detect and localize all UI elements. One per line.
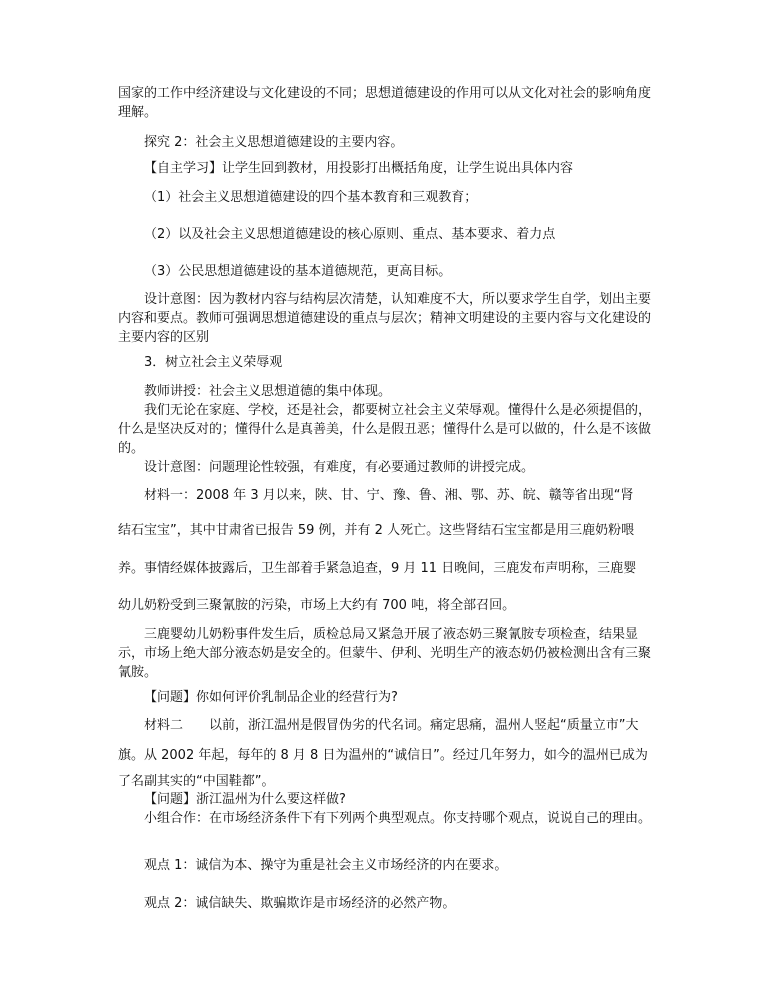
- paragraph-group-work: 小组合作：在市场经济条件下有下列两个典型观点。你支持哪个观点，说说自己的理由。: [144, 811, 652, 826]
- material-2-line-3: 了名副其实的“中国鞋都”。: [118, 774, 275, 789]
- question-2: 【问题】浙江温州为什么要这样做?: [144, 792, 346, 807]
- material-1-line-4: 幼儿奶粉受到三聚氰胺的污染，市场上大约有 700 吨，将全部召回。: [118, 598, 516, 613]
- paragraph-design-intent-2: 设计意图：问题理论性较强，有难度，有必要通过教师的讲授完成。: [144, 460, 535, 475]
- viewpoint-2: 观点 2：诚信缺失、欺骗欺诈是市场经济的必然产物。: [144, 896, 456, 911]
- material-2-line-1: 材料二 以前，浙江温州是假冒伪劣的代名词。痛定思痛，温州人竖起“质量立市”大: [144, 718, 639, 733]
- material-1-line-2: 结石宝宝”，其中甘肃省已报告 59 例，并有 2 人死亡。这些肾结石宝宝都是用三鹿奶粉喂: [118, 523, 635, 538]
- paragraph-design-intent-1: 设计意图：因为教材内容与结构层次清楚，认知难度不大，所以要求学生自学，划出主要内容和要点。教师可强调思想道德建设的重点与层次；精神文明建设的主要内容与文化建设的主要内容的区别: [118, 292, 652, 345]
- paragraph-inquiry-2: 探究 2：社会主义思想道德建设的主要内容。: [144, 135, 404, 150]
- material-1-line-1: 材料一：2008 年 3 月以来，陕、甘、宁、豫、鲁、湘、鄂、苏、皖、赣等省出现“肾: [144, 488, 634, 503]
- material-2-line-2: 旗。从 2002 年起，每年的 8 月 8 日为温州的“诚信日”。经过几年努力，如今的温州已成为: [118, 748, 648, 763]
- list-item-2: （2）以及社会主义思想道德建设的核心原则、重点、基本要求、着力点: [144, 227, 556, 242]
- paragraph-quality-inspection: 三鹿婴幼儿奶粉事件发生后，质检总局又紧急开展了液态奶三聚氰胺专项检查，结果显示，市场上绝大部分液态奶是安全的。但蒙牛、伊利、光明生产的液态奶仍被检测出含有三聚氰胺。: [118, 627, 652, 680]
- paragraph-honor-view: 我们无论在家庭、学校，还是社会，都要树立社会主义荣辱观。懂得什么是必须提倡的，什么是坚决反对的；懂得什么是真善美，什么是假丑恶；懂得什么是可以做的，什么是不该做的。: [118, 403, 652, 456]
- question-1: 【问题】你如何评价乳制品企业的经营行为?: [144, 690, 398, 705]
- material-1-line-3: 养。事情经媒体披露后，卫生部着手紧急追查，9 月 11 日晚间，三鹿发布声明称，三鹿婴: [118, 561, 637, 576]
- viewpoint-1: 观点 1：诚信为本、操守为重是社会主义市场经济的内在要求。: [144, 858, 508, 873]
- list-item-1: （1）社会主义思想道德建设的四个基本教育和三观教育；: [144, 190, 478, 205]
- paragraph-teacher-lecture: 教师讲授：社会主义思想道德的集中体现。: [144, 384, 392, 399]
- list-item-3: （3）公民思想道德建设的基本道德规范，更高目标。: [144, 264, 452, 279]
- paragraph-self-study: 【自主学习】让学生回到教材，用投影打出概括角度，让学生说出具体内容: [144, 161, 574, 176]
- paragraph-1: 国家的工作中经济建设与文化建设的不同；思想道德建设的作用可以从文化对社会的影响角度理解。: [118, 86, 652, 120]
- section-heading-3: 3．树立社会主义荣辱观: [144, 355, 283, 370]
